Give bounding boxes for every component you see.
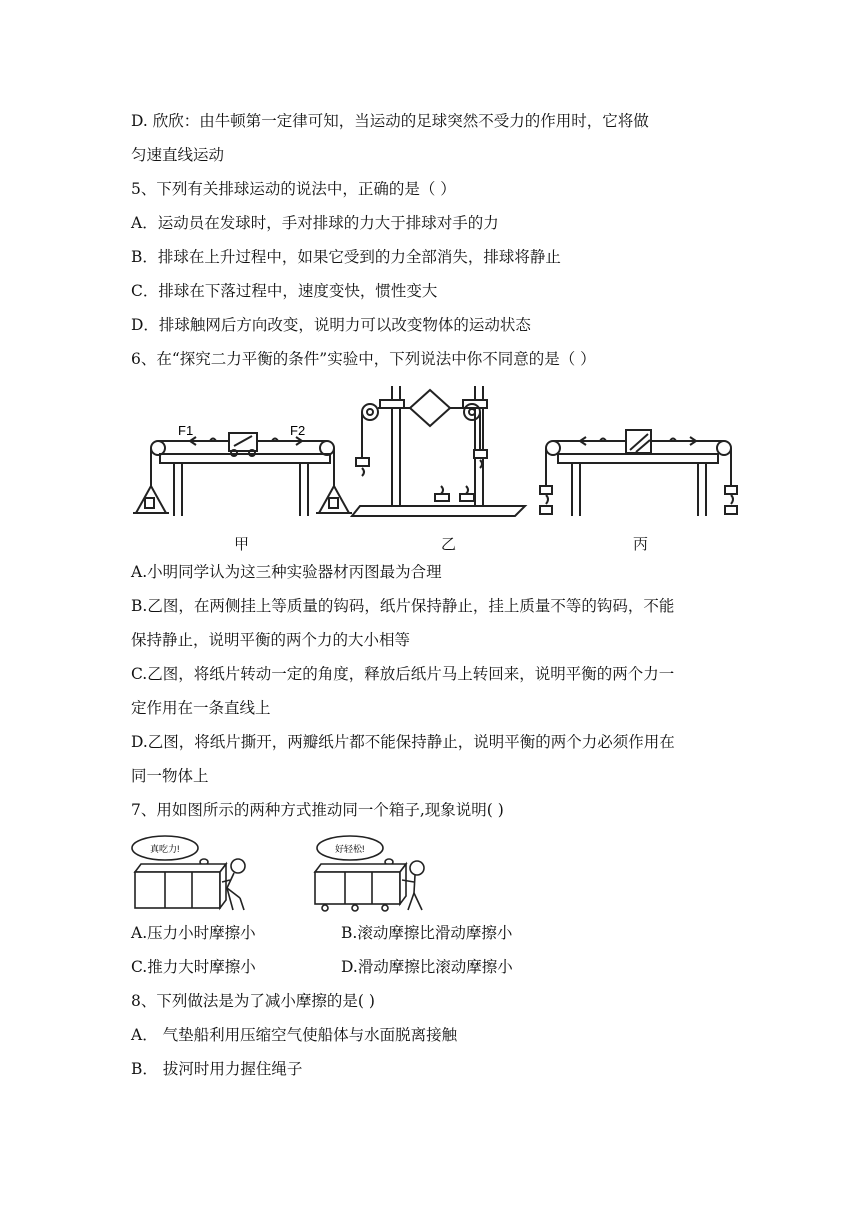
q8-option-a: A． 气垫船利用压缩空气使船体与水面脱离接触 [131, 1026, 458, 1044]
q6-apparatus-diagram [130, 378, 750, 528]
q6-option-c-line2: 定作用在一条直线上 [131, 699, 271, 717]
q5-option-b: B．排球在上升过程中，如果它受到的力全部消失，排球将静止 [131, 248, 561, 266]
q7-option-c: C.推力大时摩擦小 [131, 958, 256, 976]
q5-option-d: D．排球触网后方向改变，说明力可以改变物体的运动状态 [131, 316, 531, 334]
figure-caption-yi: 乙 [441, 535, 457, 553]
figure-caption-bing: 丙 [633, 535, 649, 553]
q6-figure [130, 378, 750, 528]
q6-option-a: A.小明同学认为这三种实验器材丙图最为合理 [131, 563, 442, 581]
bubble-text-easy: 好轻松! [335, 844, 365, 854]
q8-stem: 8、下列做法是为了减小摩擦的是( ) [131, 992, 375, 1010]
q7-stem: 7、用如图所示的两种方式推动同一个箱子,现象说明( ) [131, 801, 504, 819]
q7-option-d: D.滑动摩擦比滚动摩擦小 [341, 958, 513, 976]
force-label-f2: F2 [290, 423, 306, 438]
force-label-f1: F1 [178, 423, 194, 438]
q6-option-b-line1: B.乙图，在两侧挂上等质量的钩码，纸片保持静止，挂上质量不等的钩码，不能 [131, 597, 675, 615]
q6-option-d-line1: D.乙图，将纸片撕开，两瓣纸片都不能保持静止，说明平衡的两个力必须作用在 [131, 733, 675, 751]
q8-option-b: B． 拔河时用力握住绳子 [131, 1060, 303, 1078]
q6-stem: 6、在“探究二力平衡的条件”实验中，下列说法中你不同意的是（ ） [131, 350, 596, 368]
q5-option-c: C．排球在下落过程中，速度变快，惯性变大 [131, 282, 438, 300]
figure-caption-jia: 甲 [234, 535, 250, 553]
q6-option-d-line2: 同一物体上 [131, 767, 209, 785]
q5-stem: 5、下列有关排球运动的说法中，正确的是（ ） [131, 180, 456, 198]
q4-option-d-line1: D. 欣欣：由牛顿第一定律可知，当运动的足球突然不受力的作用时，它将做 [131, 112, 649, 130]
q7-option-a: A.压力小时摩擦小 [131, 924, 256, 942]
bubble-text-hard: 真吃力! [150, 844, 180, 854]
q6-option-b-line2: 保持静止，说明平衡的两个力的大小相等 [131, 631, 411, 649]
q6-option-c-line1: C.乙图，将纸片转动一定的角度，释放后纸片马上转回来，说明平衡的两个力一 [131, 665, 675, 683]
q7-option-b: B.滚动摩擦比滑动摩擦小 [341, 924, 513, 942]
q5-option-a: A．运动员在发球时，手对排球的力大于排球对手的力 [131, 214, 499, 232]
q7-figure [130, 830, 550, 915]
q7-pushing-box-diagram [130, 830, 550, 915]
q4-option-d-line2: 匀速直线运动 [131, 146, 225, 164]
